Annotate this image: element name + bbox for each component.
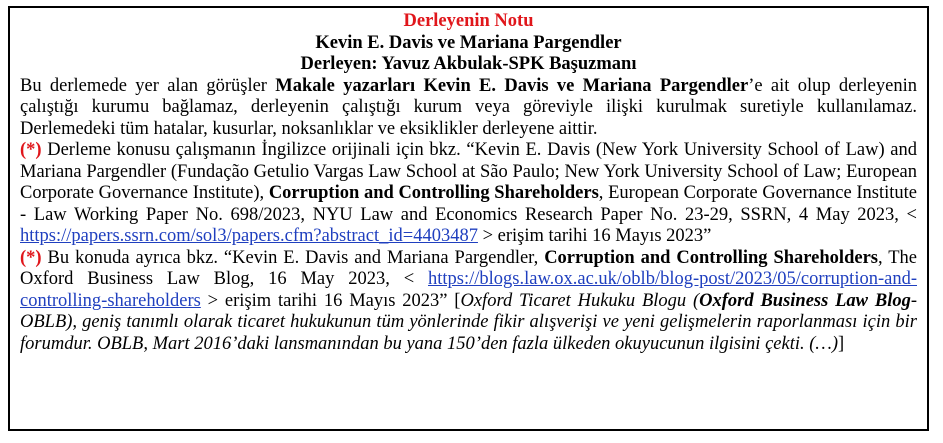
note-title: Derleyenin Notu	[403, 11, 534, 31]
note2-text-pre: Bu konuda ayrıca bkz. “Kevin E. Davis and Mariana Pargendler,	[41, 247, 545, 268]
note1-paper-title: Corruption and Controlling Shareholders	[268, 183, 599, 203]
note-header	[20, 11, 917, 76]
ssrn-link[interactable]: https://papers.ssrn.com/sol3/papers.cfm?abstract_id=4403487	[20, 226, 478, 246]
compiler-note-box	[8, 6, 929, 431]
note1-text-pre: Derleme konusu çalışmanın İngilizce orijinali için bkz. “Kevin E. Davis (New York University School of Law) and Mariana Pargendler (Fundação Getulio Vargas Law School at São Paulo; New York University School of Law; European Corporate Governance Institute),	[20, 140, 917, 203]
note2-close-bracket: ]	[838, 333, 845, 354]
reference-note-blog	[20, 248, 917, 356]
oblb-link[interactable]: https://blogs.law.ox.ac.uk/oblb/blog-post/2023/05/corruption-and-controlling-shareholders	[20, 269, 917, 311]
oblb-name: Oxford Business Law Blog	[699, 290, 911, 311]
note1-text-post: > erişim tarihi 16 Mayıs 2023”	[477, 226, 712, 246]
disclaimer-paragraph	[20, 76, 917, 141]
disclaimer-text-post: ’e ait olup derleyenin çalıştığı kurumu bağlamaz, derleyenin çalıştığı kurum veya göreviyle ilişki kurulmak suretiyle kullanılamaz. Derlemedeki tüm hatalar, kusurlar, noksanlıklar ve eksiklikler derleyene aittir.	[20, 75, 917, 139]
disclaimer-text-pre: Bu derlemede yer alan görüşler	[20, 75, 276, 96]
oblb-description-pre: Oxford Ticaret Hukuku Blogu (	[460, 290, 700, 311]
oblb-description-post: -OBLB), geniş tanımlı olarak ticaret hukukunun tüm yönlerinde fikir alışverişi ve yeni gelişmelerin raporlanması için bir forumdur. OBLB, Mart 2016’daki lansmanından bu yana 150’den fazla ülkeden okuyucunun ilgisini çekti. (…)	[20, 290, 917, 354]
disclaimer-authors: Makale yazarları Kevin E. Davis ve Mariana Pargendler	[275, 75, 749, 96]
note-marker: (*)	[20, 140, 42, 160]
note1-text-mid: , European Corporate Governance Institute - Law Working Paper No. 698/2023, NYU Law and Economics Research Paper No. 23-29, SSRN, 4 May 2023, <	[20, 183, 917, 225]
note-marker: (*)	[20, 247, 42, 268]
note-authors: Kevin E. Davis ve Mariana Pargendler	[315, 32, 622, 53]
note2-text-mid: , The Oxford Business Law Blog, 16 May 2023, <	[20, 247, 917, 289]
note-compiler: Derleyen: Yavuz Akbulak-SPK Başuzmanı	[300, 54, 637, 74]
reference-note-original	[20, 140, 917, 248]
note2-paper-title: Corruption and Controlling Shareholders	[544, 247, 878, 268]
note2-text-post: > erişim tarihi 16 Mayıs 2023” [	[200, 290, 461, 311]
